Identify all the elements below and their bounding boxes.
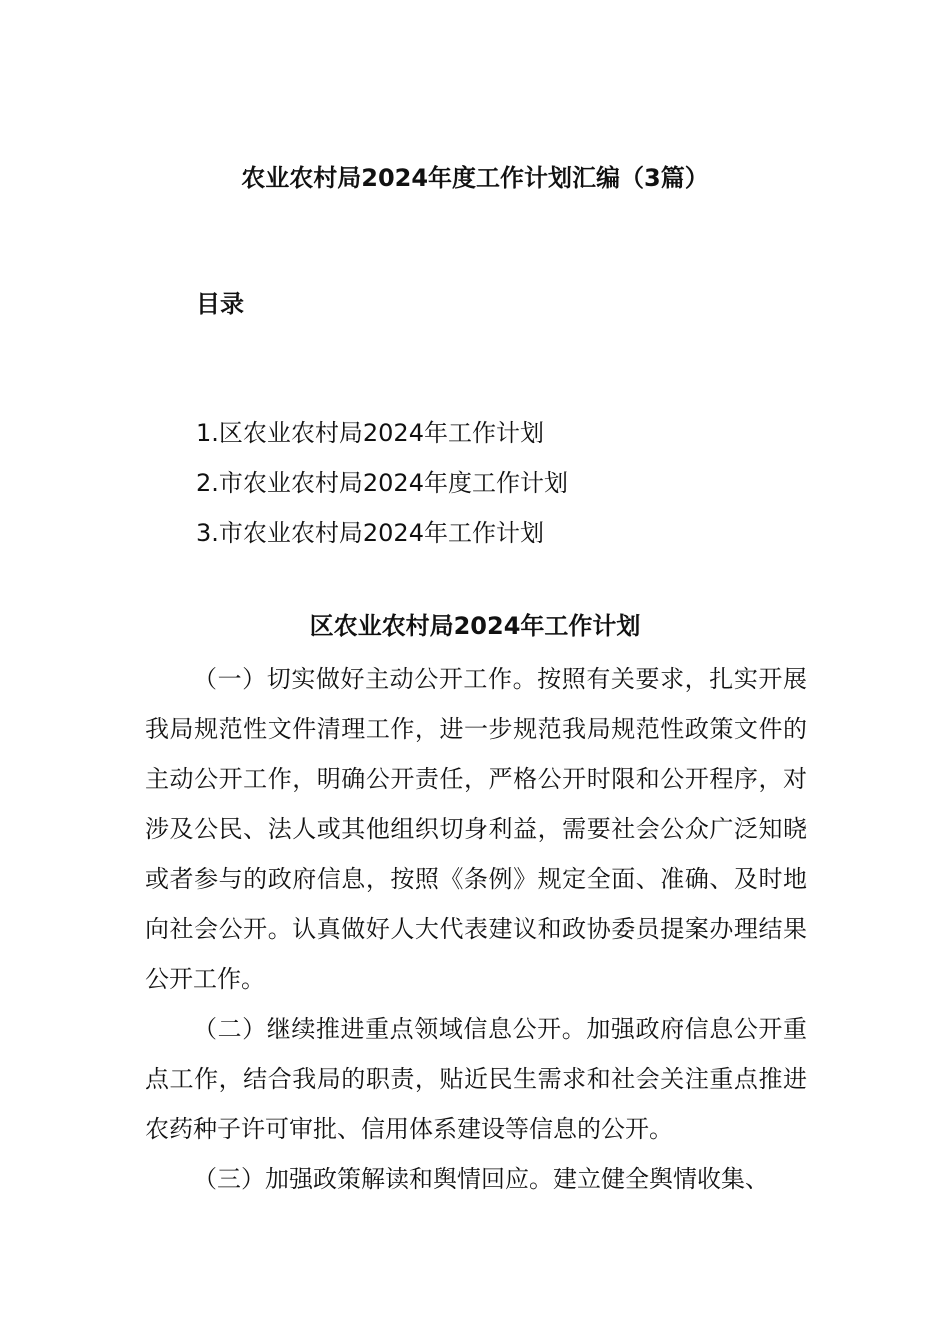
toc-list <box>196 408 568 558</box>
paragraph: （二）继续推进重点领域信息公开。加强政府信息公开重点工作，结合我局的职责，贴近民生需求和社会关注重点推进农药种子许可审批、信用体系建设等信息的公开。 <box>145 1015 807 1143</box>
paragraph: （一）切实做好主动公开工作。按照有关要求，扎实开展我局规范性文件清理工作，进一步规范我局规范性政策文件的主动公开工作，明确公开责任，严格公开时限和公开程序，对涉及公民、法人或其他组织切身利益，需要社会公众广泛知晓或者参与的政府信息，按照《条例》规定全面、准确、及时地向社会公开。认真做好人大代表建议和政协委员提案办理结果公开工作。 <box>145 665 807 993</box>
toc-heading: 目录 <box>196 290 244 318</box>
toc-item: 2.市农业农村局2024年度工作计划 <box>196 469 568 497</box>
toc-item: 3.市农业农村局2024年工作计划 <box>196 519 544 547</box>
toc-item: 1.区农业农村局2024年工作计划 <box>196 419 544 447</box>
section-title: 区农业农村局2024年工作计划 <box>309 612 641 640</box>
paragraph: （三）加强政策解读和舆情回应。建立健全舆情收集、 <box>193 1165 769 1193</box>
document-title: 农业农村局2024年度工作计划汇编（3篇） <box>241 164 709 192</box>
section-body <box>145 654 807 1204</box>
